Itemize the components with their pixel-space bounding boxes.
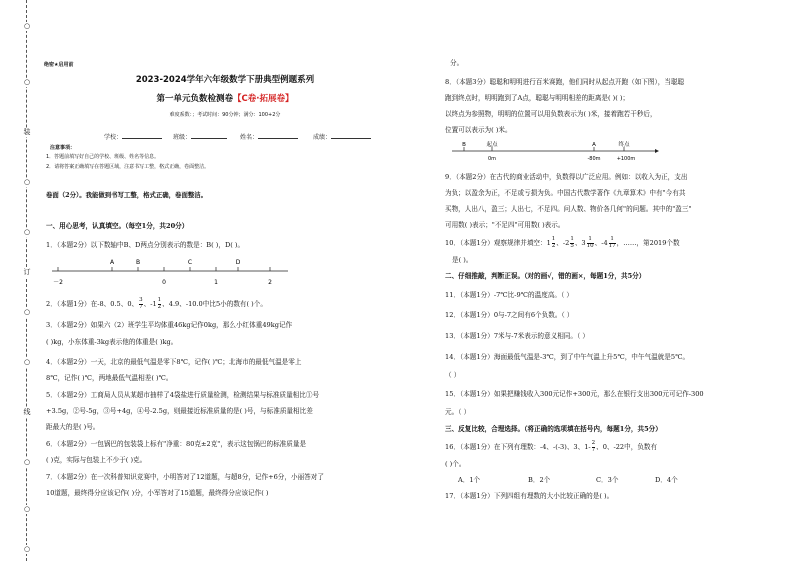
page-subtitle xyxy=(40,92,410,104)
question-11: 11．（本题1分）-7℃比-9℃的温度高。（ ） xyxy=(445,291,573,299)
question-5-line3: 距最大的是( )号。 xyxy=(46,423,100,431)
q2-prefix: 2．（本题1分）在-8、0.5、0、 xyxy=(46,300,139,308)
question-15-line2: 元。（ ） xyxy=(445,408,471,416)
class-field xyxy=(173,131,227,143)
fraction-numerator: 1 xyxy=(157,297,162,303)
subtitle-tag: 【C卷·拓展卷】 xyxy=(233,94,294,104)
question-2 xyxy=(46,298,267,310)
q10-prefix: 10．（本题1分）观察规律并填空：1 xyxy=(445,239,551,247)
point-label-C: C xyxy=(187,259,193,266)
track-label-zero: 0m xyxy=(487,156,497,162)
exam-info: 难度系数：；考试时间：90分钟；满分：100+2分 xyxy=(169,112,281,118)
binding-mark: ○ xyxy=(23,505,31,513)
binding-mark: ○ xyxy=(23,178,31,186)
question-10-line2: 是( )。 xyxy=(452,256,473,264)
fraction-numerator: 3 xyxy=(139,297,143,303)
score-field xyxy=(313,131,371,143)
point-label-B: B xyxy=(135,259,141,266)
question-8-line3: 以终点为参照物，明明的位置可以用负数表示为( )米，接着跑若干秒后， xyxy=(445,110,657,118)
question-6-line1: 6．（本题2分）一包锅巴的包装袋上标有"净重：80克±2克"，表示这包锅巴的标准质量是 xyxy=(46,440,307,448)
fraction-3-7 xyxy=(139,298,143,310)
binding-mark: ○ xyxy=(23,22,31,30)
question-9-line4: 可用数( )表示；"不足四"可用数( )表示。 xyxy=(445,221,565,229)
track-label-B: B xyxy=(462,142,466,148)
question-1: 1．（本题2分）以下数轴中B、D两点分别表示的数是：B( )，D( )。 xyxy=(46,241,245,249)
tick-label-two: 2 xyxy=(268,279,272,286)
q16-option-b: B．2个 xyxy=(528,476,551,484)
binding-mark: ○ xyxy=(23,545,31,553)
q16-option-c: C．3个 xyxy=(596,476,619,484)
question-15-line1: 15．（本题1分）如果把赚钱收入300元记作+300元，那么在银行支出300元可记作-300 xyxy=(445,390,704,398)
question-9-line3: 买物，人出八，盈三；人出七，不足四。问人数、物价各几何"的问题。其中的"盈三" xyxy=(445,205,692,213)
name-field xyxy=(240,131,298,143)
question-14-line1: 14．（本题1分）海面最低气温是-3℃，到了中午气温上升5℃，中午气温就是5℃。 xyxy=(445,353,690,361)
fraction-denominator: 2 xyxy=(157,303,162,310)
question-16-line2: ( )个。 xyxy=(445,460,466,468)
binding-strip xyxy=(22,0,32,561)
question-4-line1: 4．（本题2分）一天，北京的最低气温是零下8℃，记作( )℃；北海市的最低气温是零上 xyxy=(46,358,302,366)
secret-label: 绝密★启用前 xyxy=(44,62,74,68)
track-label-neg80: -80m xyxy=(587,156,601,162)
score-label: 成绩： xyxy=(313,134,332,141)
fraction: $\frac{1}{2}$ xyxy=(551,236,556,249)
track-label-pos100: +100m xyxy=(616,156,636,162)
binding-mark: ○ xyxy=(23,458,31,466)
question-10: 10．（本题1分）观察规律并填空：1 $\frac{1}{2}$ 、-2 $\frac{1}{5}$ 、3 $\frac{1}{10}$ 、-4 $\frac{1}{17}$ ，……，第2019个数 xyxy=(445,236,680,249)
fraction-1-2 xyxy=(158,298,162,310)
binding-mark: ○ xyxy=(23,358,31,366)
fraction: $\frac{1}{17}$ xyxy=(608,236,616,249)
neatness-line: 卷面（2分）。我能做到书写工整，格式正确，卷面整洁。 xyxy=(46,191,208,199)
track-arrow xyxy=(655,149,659,153)
point-label-A: A xyxy=(109,259,115,266)
question-3-line2: ( )kg，小东体重-3kg表示他的体重是( )kg。 xyxy=(46,338,178,346)
notes-item: 1．答题前填写好自己的学校、班级、姓名等信息。 xyxy=(46,154,160,160)
class-label: 班级： xyxy=(173,134,192,141)
question-12: 12．（本题1分）0与-7之间有6个负数。（ ） xyxy=(445,311,574,319)
question-3-line1: 3．（本题2分）如果六（2）班学生平均体重46kg记作0kg，那么小红体重49kg记作 xyxy=(46,321,293,329)
question-5-line1: 5．（本题2分）工商局人员从某超市抽样了4袋盐进行质量检测，检测结果与标准质量相比①号 xyxy=(46,391,320,399)
tick-label-zero: 0 xyxy=(162,279,166,286)
q16-prefix: 16．（本题1分）在下列有理数：-4、-(-3)、3、1- xyxy=(445,443,591,451)
subtitle-main: 第一单元负数检测卷 xyxy=(156,94,234,104)
binding-mark: 装 xyxy=(23,128,31,136)
question-6-line2: ( )克，实际与包装上不少于( )克。 xyxy=(46,456,147,464)
notes-item: 2．请将答案正确填写在答题区域，注意书写工整，格式正确，卷面整洁。 xyxy=(46,164,210,170)
fraction: $\frac{2}{7}$ xyxy=(591,440,596,453)
question-5-line2: +3.5g，②号-5g，③号+4g，④号-2.5g，则最接近标准质量的是( )号，与标准质量相比差 xyxy=(46,407,313,415)
question-4-line2: 8℃，记作( )℃，两地最低气温相差( )℃。 xyxy=(46,374,173,382)
race-track-diagram xyxy=(450,140,660,164)
section3-heading: 三、反复比较，合理选择。（将正确的选项填在括号内，每题1分，共5分） xyxy=(445,425,662,433)
fraction: $\frac{1}{5}$ xyxy=(570,236,574,249)
number-line xyxy=(52,256,292,288)
binding-mark: 线 xyxy=(23,408,31,416)
question-8-line4: 位置可以表示为( )米。 xyxy=(445,126,512,134)
question-8-line2: 跑到终点时，明明跑到了A点，聪聪与明明相差的距离是( )( )； xyxy=(445,94,630,102)
track-label-start: 起点 xyxy=(486,142,498,148)
tick-label-one: 1 xyxy=(214,279,218,286)
q16-option-a: A．1个 xyxy=(458,476,481,484)
q2-suffix: 、4.9、-10.0中比5小的数有( )个。 xyxy=(162,300,267,308)
page-title: 2023-2024学年六年级数学下册典型例题系列 xyxy=(135,75,315,85)
q2-middle: 、-1 xyxy=(143,300,157,308)
q7-continuation: 分。 xyxy=(450,59,464,67)
school-field xyxy=(104,131,162,143)
question-13: 13．（本题1分）7米与-7米表示的意义相同。（ ） xyxy=(445,332,589,340)
question-16 xyxy=(445,441,657,453)
notes-title: 注意事项： xyxy=(50,145,76,151)
question-9-line2: 为负；以盈余为正，不足或亏损为负。中国古代数学著作《九章算术》中有"今有共 xyxy=(445,189,686,197)
binding-mark: ○ xyxy=(23,228,31,236)
question-7-line2: 10道题，最终得分应该记作( )分，小军答对了15道题，最终得分应该记作( ) xyxy=(46,489,269,497)
section2-heading: 二、仔细推敲，判断正误。（对的画√，错的画×，每题1分，共5分） xyxy=(445,272,646,280)
question-14-line2: （ ） xyxy=(445,371,461,379)
question-7-line1: 7．（本题2分）在一次科普知识竞赛中，小明答对了12道题，与超8分，记作+6分，小丽答对了 xyxy=(46,473,324,481)
name-label: 姓名： xyxy=(240,134,259,141)
binding-mark: ○ xyxy=(23,308,31,316)
q16-option-d: D．4个 xyxy=(655,476,678,484)
question-8-line1: 8．（本题3分）聪聪和明明进行百米赛跑，他们同时从起点开跑（如下图），当聪聪 xyxy=(445,78,685,86)
fraction: $\frac{1}{10}$ xyxy=(586,236,594,249)
school-label: 学校： xyxy=(104,134,123,141)
question-9-line1: 9．（本题2分）在古代的商业活动中，负数得以广泛应用。例如：以收入为正，支出 xyxy=(445,173,688,181)
section1-heading: 一、用心思考，认真填空。（每空1分，共20分） xyxy=(46,222,189,230)
q16-suffix: 、0、-22中，负数有 xyxy=(596,443,658,451)
track-label-A: A xyxy=(592,142,596,148)
q10-suffix: ，……，第2019个数 xyxy=(616,239,680,247)
fraction-denominator: 7 xyxy=(139,303,143,310)
question-17: 17．（本题1分）下列四组有理数的大小比较正确的是( )。 xyxy=(445,492,614,500)
binding-mark: 订 xyxy=(23,268,31,276)
track-label-finish: 终点 xyxy=(618,142,630,148)
binding-mark: ○ xyxy=(23,78,31,86)
tick-label-minus2: －2 xyxy=(53,279,63,286)
point-label-D: D xyxy=(235,259,241,266)
